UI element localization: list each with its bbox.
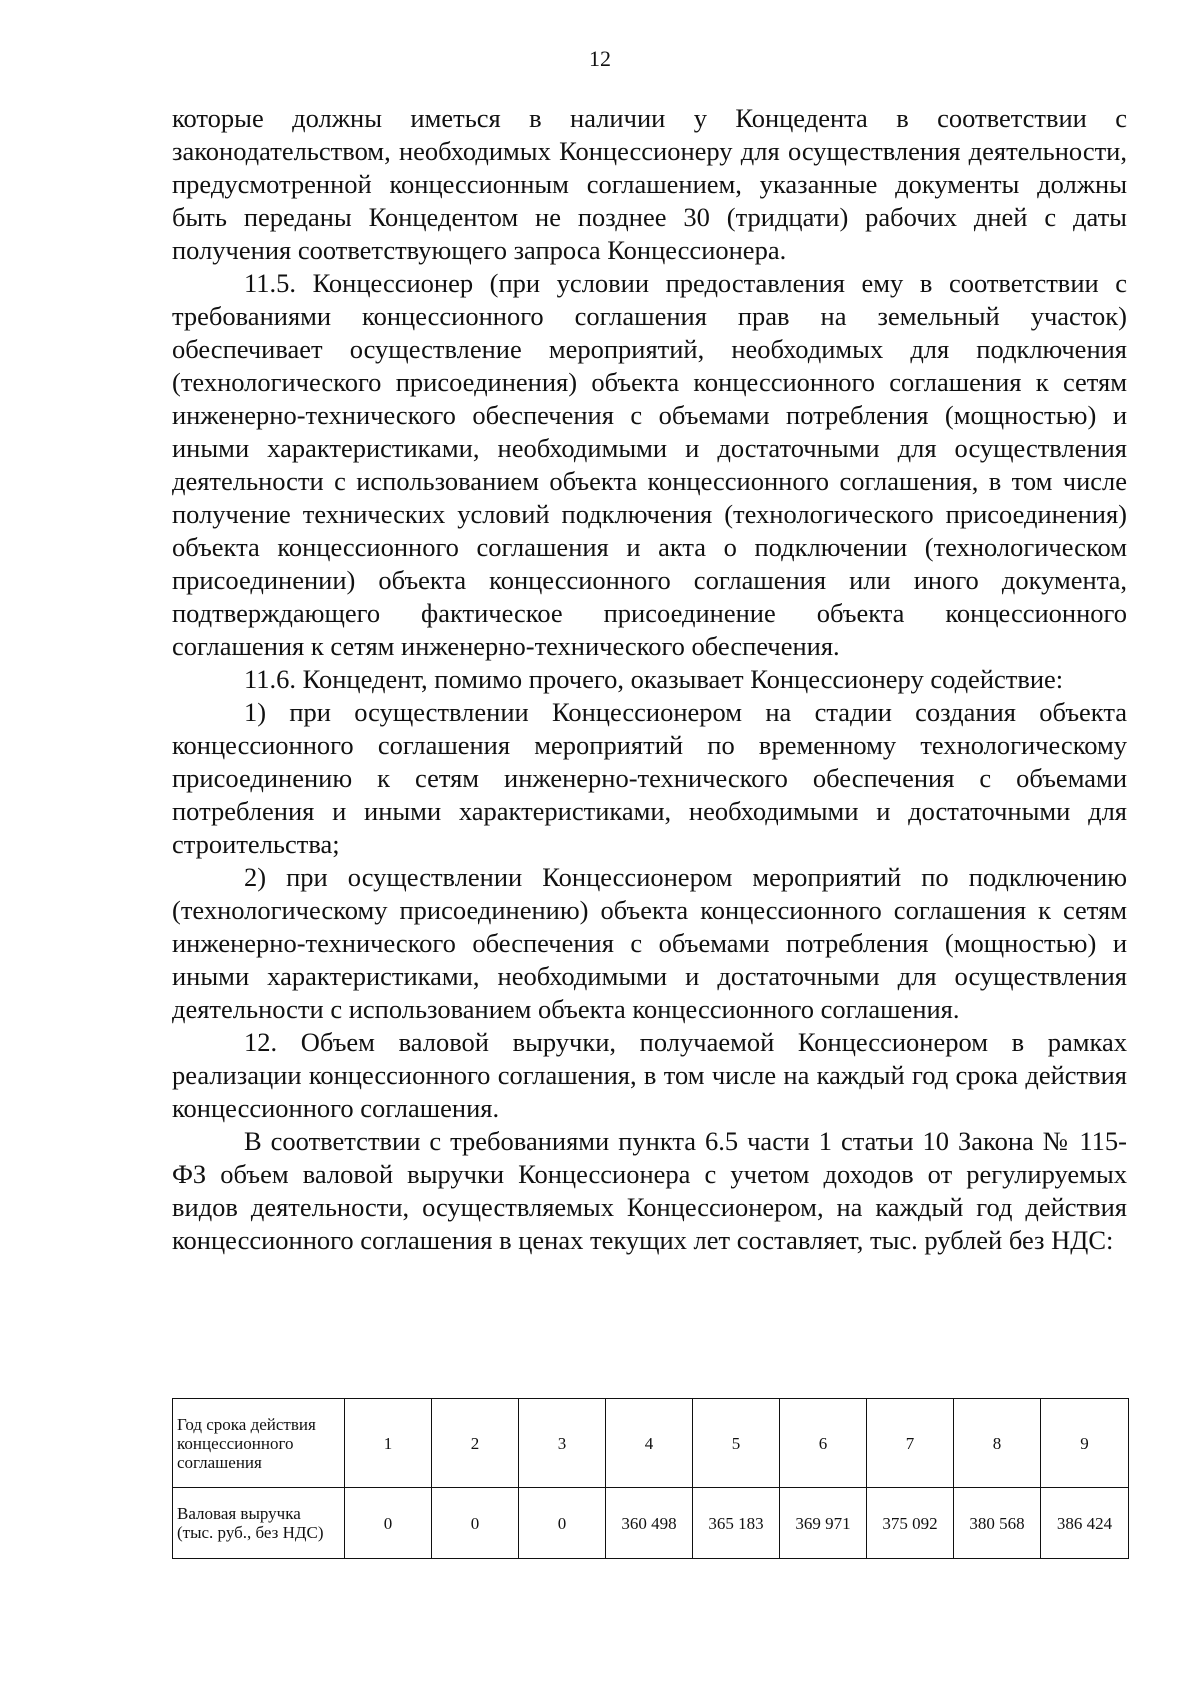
paragraph-11-6: 11.6. Концедент, помимо прочего, оказывает Концессионеру содействие: — [244, 664, 1064, 694]
revenue-cell: 380 568 — [954, 1488, 1041, 1559]
list-item-1: 1) при осуществлении Концессионером на стадии создания объекта концессионного соглашения мероприятий по временному технологическому присоединению к сетям инженерно-технического обеспечения с объемами потребления и иными характеристиками, необходимыми и достаточными для строительства; — [172, 697, 1127, 859]
paragraph-12: 12. Объем валовой выручки, получаемой Концессионером в рамках реализации концессионного соглашения, в том числе на каждый год срока действия концессионного соглашения. — [172, 1027, 1127, 1123]
row-header-revenue: Валовая выручка (тыс. руб., без НДС) — [173, 1488, 345, 1559]
year-cell: 1 — [345, 1399, 432, 1488]
revenue-table — [172, 1398, 1129, 1559]
table-row-revenue — [173, 1488, 1129, 1559]
paragraph-revenue-intro: В соответствии с требованиями пункта 6.5 части 1 статьи 10 Закона № 115-ФЗ объем валовой выручки Концессионера с учетом доходов от регулируемых видов деятельности, осуществляемых Концессионером, на каждый год действия концессионного соглашения в ценах текущих лет составляет, тыс. рублей без НДС: — [172, 1126, 1127, 1255]
year-cell: 4 — [606, 1399, 693, 1488]
year-cell: 2 — [432, 1399, 519, 1488]
year-cell: 6 — [780, 1399, 867, 1488]
revenue-cell: 386 424 — [1041, 1488, 1129, 1559]
revenue-cell: 365 183 — [693, 1488, 780, 1559]
document-body — [172, 102, 1127, 1257]
year-cell: 3 — [519, 1399, 606, 1488]
paragraph-continuation: которые должны иметься в наличии у Концедента в соответствии с законодательством, необходимых Концессионеру для осуществления деятельности, предусмотренной концессионным соглашением, указанные документы должны быть переданы Концедентом не позднее 30 (тридцати) рабочих дней с даты получения соответствующего запроса Концессионера. — [172, 103, 1127, 265]
revenue-cell: 0 — [432, 1488, 519, 1559]
year-cell: 5 — [693, 1399, 780, 1488]
revenue-cell: 0 — [345, 1488, 432, 1559]
revenue-cell: 375 092 — [867, 1488, 954, 1559]
year-cell: 7 — [867, 1399, 954, 1488]
year-cell: 9 — [1041, 1399, 1129, 1488]
revenue-cell: 0 — [519, 1488, 606, 1559]
revenue-cell: 369 971 — [780, 1488, 867, 1559]
paragraph-11-5: 11.5. Концессионер (при условии предоставления ему в соответствии с требованиями концессионного соглашения прав на земельный участок) обеспечивает осуществление мероприятий, необходимых для подключения (технологического присоединения) объекта концессионного соглашения к сетям инженерно-технического обеспечения с объемами потребления (мощностью) и иными характеристиками, необходимыми и достаточными для осуществления деятельности с использованием объекта концессионного соглашения, в том числе получение технических условий подключения (технологического присоединения) объекта концессионного соглашения и акта о подключении (технологическом присоединении) объекта концессионного соглашения или иного документа, подтверждающего фактическое присоединение объекта концессионного соглашения к сетям инженерно-технического обеспечения. — [172, 268, 1127, 661]
table-row-years — [173, 1399, 1129, 1488]
revenue-cell: 360 498 — [606, 1488, 693, 1559]
year-cell: 8 — [954, 1399, 1041, 1488]
list-item-2: 2) при осуществлении Концессионером мероприятий по подключению (технологическому присоединению) объекта концессионного соглашения к сетям инженерно-технического обеспечения с объемами потребления (мощностью) и иными характеристиками, необходимыми и достаточными для осуществления деятельности с использованием объекта концессионного соглашения. — [172, 862, 1127, 1024]
page-number: 12 — [589, 46, 611, 71]
row-header-year: Год срока действия концессионного соглашения — [173, 1399, 345, 1488]
